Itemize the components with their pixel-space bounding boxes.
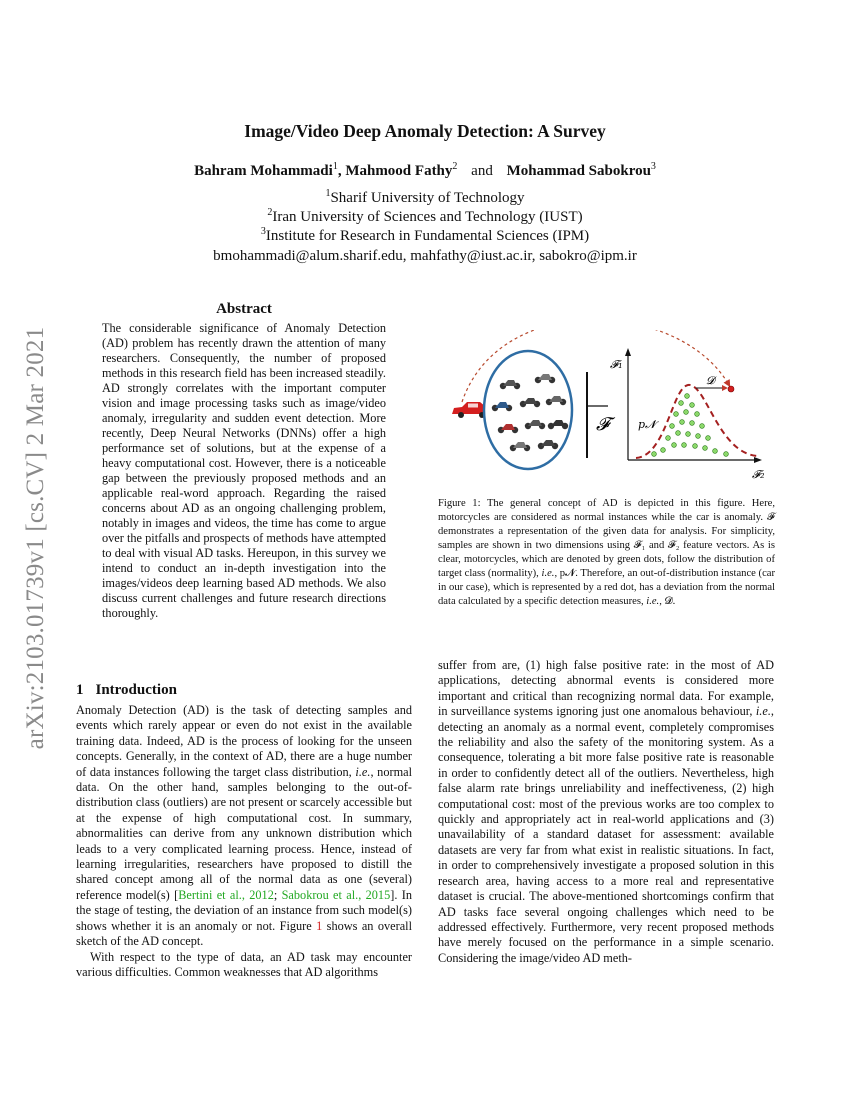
author-name: Mohammad Sabokrou <box>506 163 651 179</box>
normal-dot <box>685 394 690 399</box>
caption-text: , p𝓝. Therefore, an out-of-distribution instance (car in our case), which is represented by a red dot, has a deviation from the normal data calculated by a specific detection measures, <box>438 568 776 607</box>
section-heading <box>76 682 177 699</box>
affiliation <box>0 228 850 245</box>
author-sup: 3 <box>650 161 656 172</box>
paragraph-ie: i.e. <box>755 704 771 719</box>
normal-dot <box>672 443 677 448</box>
normal-dot <box>690 403 695 408</box>
figure-reference-link[interactable]: 1 <box>316 918 323 933</box>
normal-dot <box>703 446 708 451</box>
normal-dot <box>696 434 701 439</box>
author-sup: 1 <box>332 161 338 172</box>
caption-text: , 𝓓. <box>659 596 676 607</box>
author-and: and <box>471 163 493 179</box>
normal-dot <box>666 436 671 441</box>
normal-dot <box>661 448 666 453</box>
normal-dot <box>676 431 681 436</box>
paragraph <box>76 703 412 950</box>
figure-1-graphic <box>440 330 775 490</box>
normal-dot <box>706 436 711 441</box>
arxiv-stamp <box>16 300 56 780</box>
deviation-label: 𝓓 <box>706 374 715 387</box>
normal-sample-dots <box>652 394 729 457</box>
citation-separator: ; <box>273 887 282 902</box>
normal-dot <box>690 421 695 426</box>
affiliation <box>0 209 850 226</box>
author-sup: 2 <box>452 161 458 172</box>
author-emails: bmohammadi@alum.sharif.edu, mahfathy@iust.ac.ir, sabokro@ipm.ir <box>213 248 637 264</box>
normal-dot <box>686 432 691 437</box>
normal-dot <box>724 452 729 457</box>
caption-text: Figure 1: The general concept of AD is depicted in this figure. Here, motorcycles are considered as normal instances while the car is anomaly. 𝓕 demonstrates a representation of the given data for analysis. For simplicity, samples are shown in two dimensions using 𝓕₁ and 𝓕₂ feature vectors. As is clear, motorcycles, which are denoted by green dots, follow the distribution of target class (normality), <box>438 498 775 579</box>
x-axis-arrow <box>754 457 762 463</box>
affiliation <box>0 190 850 207</box>
paragraph <box>438 658 774 966</box>
anomaly-dot <box>728 386 734 392</box>
figure-1 <box>440 330 775 490</box>
section-number: 1 <box>76 682 84 698</box>
normal-dot <box>695 412 700 417</box>
normal-dot <box>670 424 675 429</box>
citation-link[interactable]: Sabokrou et al., 2015 <box>281 887 391 902</box>
affiliation-sup: 2 <box>267 207 273 218</box>
axis-label-f2: 𝓕₂ <box>752 468 765 481</box>
normal-dot <box>680 420 685 425</box>
paragraph-text: , detecting an anomaly as a normal event, completely compromises the reliability and also the safety of the monitoring system. As a consequence, tolerating a bit more false positive rate is reasonable in order to confidently detect all of the outliers. Nevertheless, high false alarm rate brings unreliability and ineffectiveness, (2) high computational cost: most of the previous works are too complex to quickly and appropriately act in real-world applications and (3) unavailability of a standard dataset for assessment: available datasets are very far from what exist in realistic situations. In fact, in order to comprehensively investigate a proposed solution in this research area, having access to a more real and representative dataset is crucial. The above-mentioned shortcomings confirm that AD tasks face several ongoing challenges which need to be addressed effectively. Furthermore, very recent proposed methods have merely focused on the performance in a simple scenario. Considering the image/video AD meth- <box>438 704 774 965</box>
affiliation-text: Sharif University of Technology <box>330 190 525 206</box>
paper-title: Image/Video Deep Anomaly Detection: A Survey <box>244 121 606 141</box>
affiliation-sup: 3 <box>260 226 266 237</box>
paragraph-text: Anomaly Detection (AD) is the task of detecting samples and events which rarely appear or even do not exist in the available training data. Indeed, AD is the process of looking for the unseen concepts. Generally, in the context of AD, there are a huge number of data instances following the target class distribution, <box>76 703 412 779</box>
normal-dot <box>682 443 687 448</box>
distribution-label: p𝓝 <box>638 418 656 431</box>
figure-1-caption <box>438 497 775 609</box>
author-list <box>0 163 850 180</box>
paragraph-text: suffer from are, (1) high false positive rate: in the most of AD applications, detecting abnormal events is considered more important and critical than recognizing normal data. For example, in surveillance systems ignoring just one anomalous behaviour, <box>438 658 774 719</box>
arxiv-id: arXiv:2103.01739v1 [cs.CV] 2 Mar 2021 <box>22 326 49 750</box>
author-name: Mahmood Fathy <box>345 163 453 179</box>
paragraph-text: ]. In the stage of testing, the deviation of an instance from such model(s) shows whether it is an anomaly or not. Figure <box>76 887 412 933</box>
axis-label-f1: 𝓕₁ <box>610 358 623 371</box>
affiliation-text: Institute for Research in Fundamental Sciences (IPM) <box>265 228 590 244</box>
author-separator: , <box>337 163 342 179</box>
caption-ie: i.e. <box>646 596 660 607</box>
left-column <box>76 703 412 980</box>
author-name: Bahram Mohammadi <box>194 163 333 179</box>
paragraph-ie: i.e. <box>355 764 371 779</box>
paragraph: With respect to the type of data, an AD task may encounter various difficulties. Common weaknesses that AD algorithms <box>76 949 412 979</box>
normal-dot <box>674 412 679 417</box>
paragraph-text: shows an overall sketch of the AD concept. <box>76 918 412 949</box>
normal-dot <box>693 444 698 449</box>
section-title: Introduction <box>95 682 177 698</box>
right-column <box>438 658 774 966</box>
y-axis-arrow <box>625 348 631 356</box>
caption-ie: i.e. <box>541 568 555 579</box>
normal-dot <box>713 449 718 454</box>
citation-link[interactable]: Bertini et al., 2012 <box>178 887 274 902</box>
normal-dot <box>679 401 684 406</box>
affiliation-sup: 1 <box>325 188 331 199</box>
normal-dot <box>684 410 689 415</box>
paragraph-text: , normal data. On the other hand, samples belonging to the out-of-distribution class (outliers) are not present or scarcely accessible but at the expense of high computational cost. In summary, abnormalities can derive from any unknown distribution which leads to a very complicated learning process. Hence, instead of learning irregularities, researchers have proposed to distill the shared concept among all of the normal data as one (several) reference model(s) [ <box>76 764 413 902</box>
representation-label: 𝓕 <box>596 414 610 435</box>
affiliation-text: Iran University of Sciences and Technology (IUST) <box>272 209 583 225</box>
abstract-text: The considerable significance of Anomaly Detection (AD) problem has recently drawn the attention of many researchers. Consequently, the number of proposed methods in this research field has been increased steadily. AD strongly correlates with the important computer vision and image processing tasks such as image/video anomaly, irregularity and sudden event detection. More recently, Deep Neural Networks (DNNs) offer a high performance set of solutions, but at the expense of a heavy computational cost. However, there is a noticeable gap between the previously proposed methods and an applicable real-word approach. Regarding the raised concerns about AD as an ongoing challenging problem, notably in images and videos, the time has come to argue over the pitfalls and prospects of methods have attempted to deal with visual AD tasks. Hereupon, in this survey we intend to conduct an in-depth investigation into the images/videos deep learning based AD methods. We also discuss current challenges and future research directions thoroughly. <box>102 321 386 620</box>
abstract-heading: Abstract <box>216 301 272 317</box>
normal-dot <box>700 424 705 429</box>
normal-dot <box>652 452 657 457</box>
